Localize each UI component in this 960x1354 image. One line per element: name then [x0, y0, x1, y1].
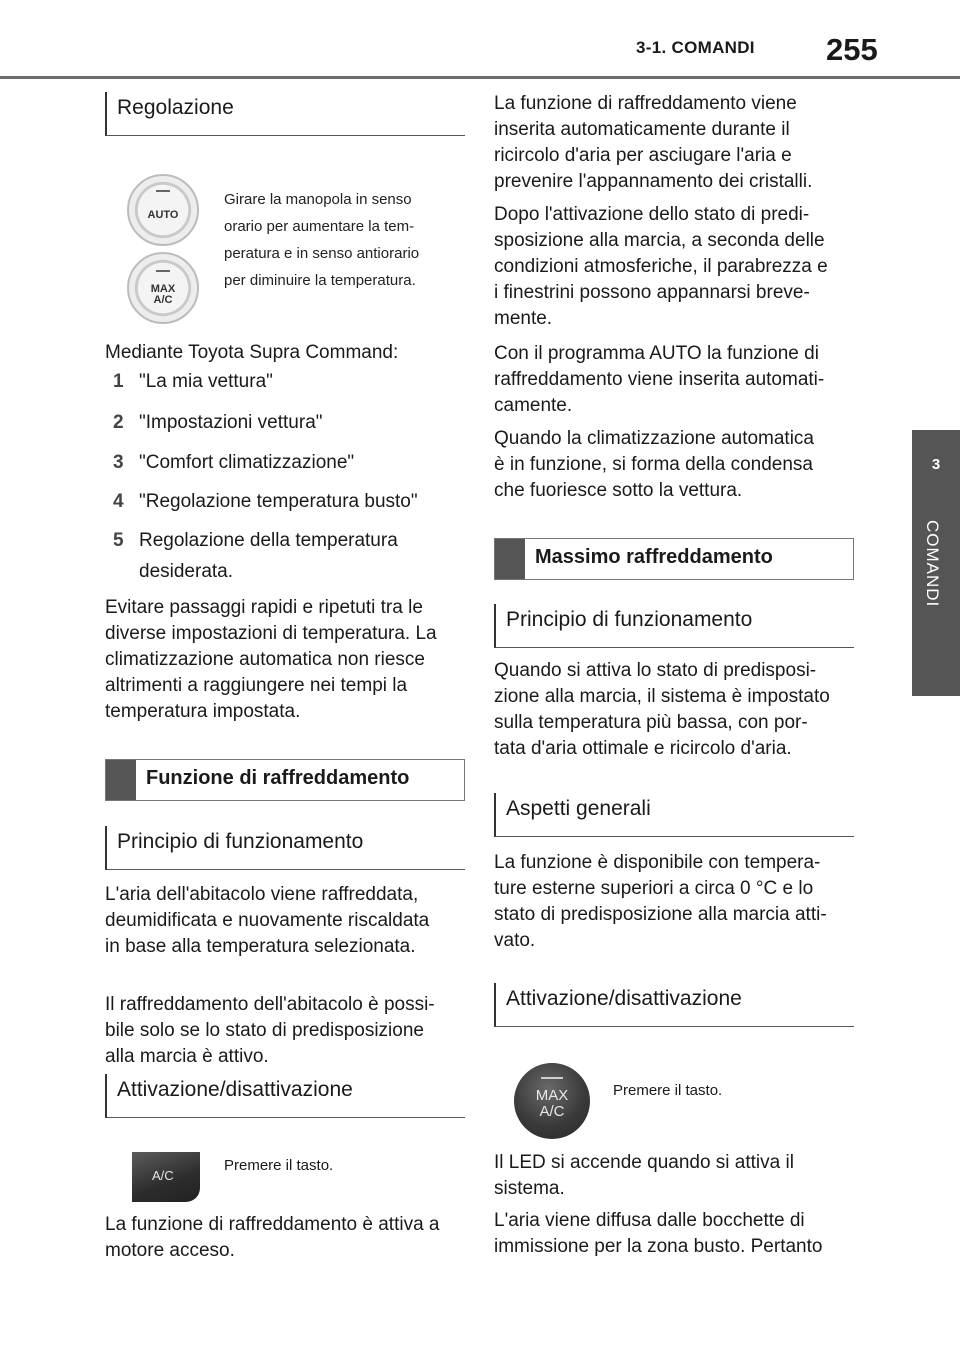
ac-caption: Premere il tasto. — [224, 1157, 334, 1174]
list-item: "Impostazioni vettura" — [139, 412, 323, 433]
heading-aspetti-generali: Aspetti generali — [494, 793, 854, 837]
auto-knob-icon: AUTO — [127, 174, 199, 246]
chapter-title: 3-1. COMANDI — [636, 38, 755, 57]
heading-principio-right: Principio di funzionamento — [494, 604, 854, 648]
paragraph-condensa: Quando la climatizzazione automatica è in funzione, si forma della condensa che fuoriesce sotto la vettura. — [494, 428, 815, 501]
max-ac-button-icon: MAX A/C — [514, 1063, 590, 1139]
max-ac-caption: Premere il tasto. — [613, 1082, 723, 1099]
list-item: "Regolazione temperatura busto" — [139, 491, 418, 512]
heading-massimo-raffreddamento: Massimo raffreddamento — [494, 538, 854, 580]
paragraph-disponibile: La funzione è disponibile con tempera- ture esterne superiori a circa 0 °C e lo stato di predisposizione alla marcia atti- vato. — [494, 852, 827, 951]
heading-attivazione-left: Attivazione/disattivazione — [105, 1074, 465, 1118]
heading-regolazione: Regolazione — [105, 92, 465, 136]
list-item: Regolazione della temperatura — [139, 530, 398, 551]
paragraph-dopo: Dopo l'attivazione dello stato di predi- sposizione alla marcia, a seconda delle condizioni atmosferiche, il parabrezza e i finestrini possono appannarsi breve- mente. — [494, 204, 828, 329]
paragraph-aria: L'aria dell'abitacolo viene raffreddata, deumidificata e nuovamente riscaldata in base alla temperatura selezionata. — [105, 884, 430, 957]
paragraph-inserita: La funzione di raffreddamento viene inserita automaticamente durante il ricircolo d'aria per asciugare l'aria e prevenire l'appannamento dei cristalli. — [494, 93, 813, 192]
command-intro: Mediante Toyota Supra Command: — [105, 342, 399, 363]
heading-attivazione-right: Attivazione/disattivazione — [494, 983, 854, 1027]
max-ac-knob-icon: MAX A/C — [127, 252, 199, 324]
knob-caption: Girare la manopola in senso orario per aumentare la tem- peratura e in senso antiorario per diminuire la temperatura. — [224, 191, 420, 289]
paragraph-evitare: Evitare passaggi rapidi e ripetuti tra le diverse impostazioni di temperatura. La climatizzazione automatica non riesce altrimenti a raggiungere nei tempi la temperatura impostata. — [105, 597, 437, 722]
list-item-continuation: desiderata. — [139, 561, 234, 582]
steps-list: 1 "La mia vettura" 2 "Impostazioni vettura" 3 "Comfort climatizzazione" 4 "Regolazione temperatura busto" 5 Regolazione della temperatura desiderata. — [105, 369, 465, 589]
paragraph-raffreddamento: Il raffreddamento dell'abitacolo è possi- bile solo se lo stato di predisposizione alla marcia è attivo. — [105, 994, 435, 1067]
heading-funzione-raffreddamento: Funzione di raffreddamento — [105, 759, 465, 801]
page-number: 255 — [826, 32, 878, 67]
header-rule — [0, 76, 960, 79]
list-item: "Comfort climatizzazione" — [139, 452, 355, 473]
side-tab-number: 3 — [931, 456, 941, 473]
paragraph-attiva: La funzione di raffreddamento è attiva a motore acceso. — [105, 1214, 440, 1261]
paragraph-led: Il LED si accende quando si attiva il sistema. — [494, 1152, 794, 1199]
paragraph-predisposizione: Quando si attiva lo stato di predisposi- zione alla marcia, il sistema è impostato sulla temperatura più bassa, con por- tata d'aria ottimale e ricircolo d'aria. — [494, 660, 830, 759]
side-tab-label: COMANDI — [923, 520, 942, 608]
heading-principio-left: Principio di funzionamento — [105, 826, 465, 870]
paragraph-auto: Con il programma AUTO la funzione di raffreddamento viene inserita automati- camente. — [494, 343, 825, 416]
ac-button-icon: A/C — [132, 1152, 200, 1202]
paragraph-diffusa: L'aria viene diffusa dalle bocchette di immissione per la zona busto. Pertanto — [494, 1210, 823, 1257]
list-item: "La mia vettura" — [139, 371, 273, 392]
